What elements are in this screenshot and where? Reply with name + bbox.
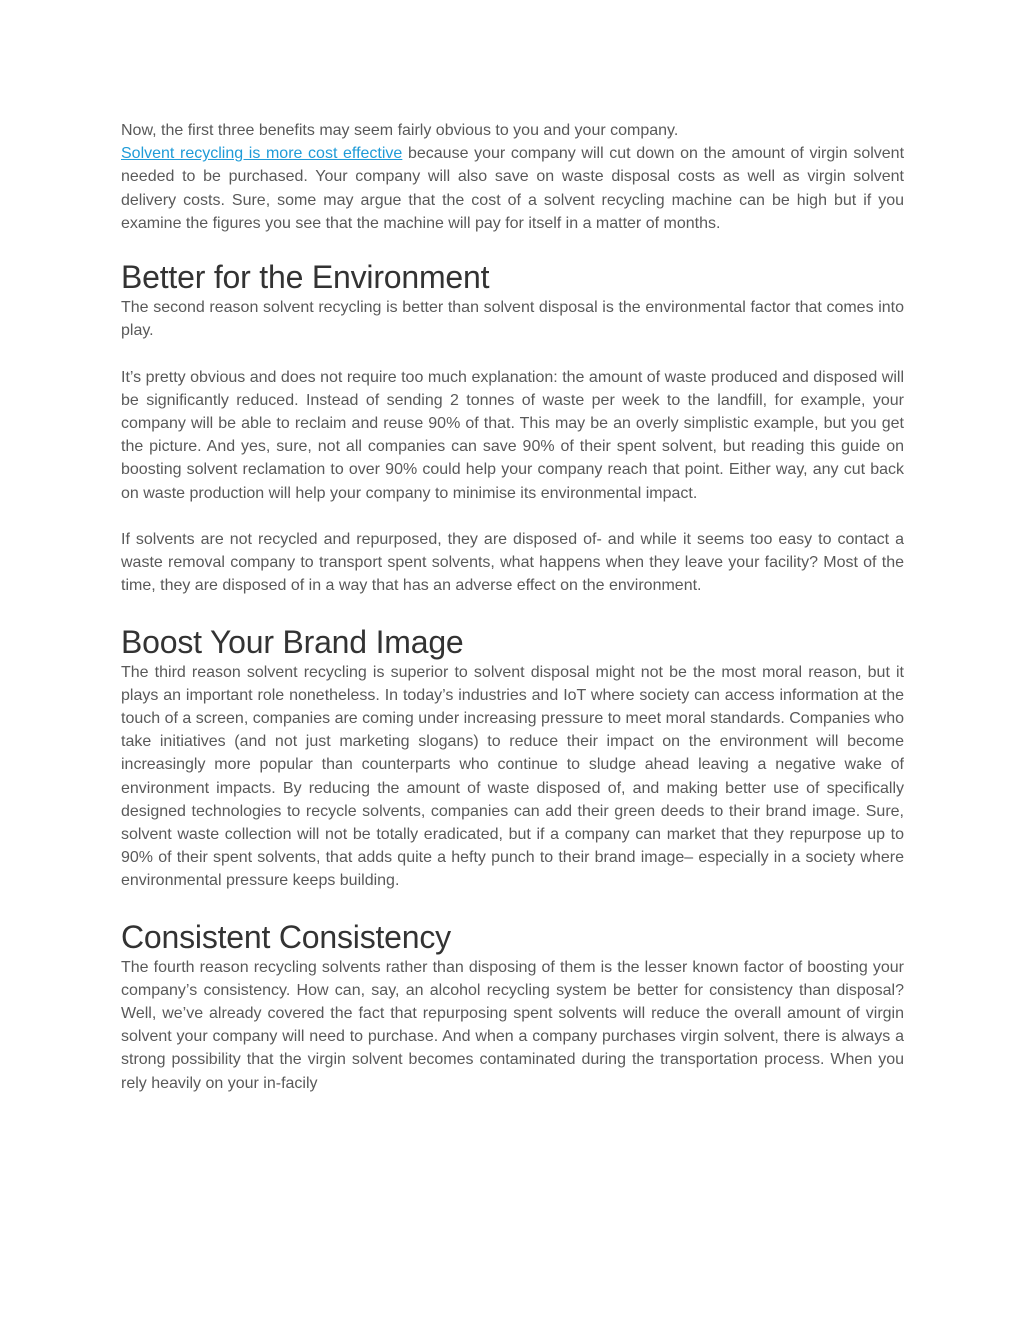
cost-effective-link[interactable]: Solvent recycling is more cost effective <box>121 145 403 163</box>
section-heading-brand-image: Boost Your Brand Image <box>121 623 464 660</box>
document-page <box>121 119 904 1095</box>
brand-image-paragraph: The third reason solvent recycling is superior to solvent disposal might not be the most moral reason, but it plays an important role nonetheless. In today’s industries and IoT where society can access information at the touch of a screen, companies are coming under increasing pressure to meet moral standards. Companies who take initiatives (and not just marketing slogans) to reduce their impact on the environment will become increasingly more popular than counterparts who continue to sludge ahead leaving a negative wake of environment impacts. By reducing the amount of waste disposed of, and making better use of specifically designed technologies to recycle solvents, companies can add their green deeds to their brand image. Sure, solvent waste collection will not be totally eradicated, but if a company can market that they repurpose up to 90% of their spent solvents, that adds quite a hefty punch to their brand image– especially in a society where environmental pressure keeps building. <box>121 663 904 890</box>
paragraph-spacer <box>121 505 904 528</box>
environment-paragraph-3: If solvents are not recycled and repurposed, they are disposed of- and while it seems too easy to contact a waste removal company to transport spent solvents, what happens when they leave your facility? Most of the time, they are disposed of in a way that has an adverse effect on the environment. <box>121 531 904 595</box>
paragraph-spacer <box>121 342 904 365</box>
intro-paragraph-text: because your company will cut down on the amount of virgin solvent needed to be purchased. Your company will also save on waste disposal costs as well as virgin solvent delivery costs. Sure, some may argue that the cost of a solvent recycling machine can be high but if you examine the figures you see that the machine will pay for itself in a matter of months. <box>121 145 905 232</box>
section-heading-consistency: Consistent Consistency <box>121 918 451 955</box>
intro-line: Now, the first three benefits may seem fairly obvious to you and your company. <box>121 122 679 139</box>
environment-paragraph-2: It’s pretty obvious and does not require too much explanation: the amount of waste produced and disposed will be significantly reduced. Instead of sending 2 tonnes of waste per week to the landfill, for example, your company will be able to reclaim and reuse 90% of that. This may be an overly simplistic example, but you get the picture. And yes, sure, not all companies can save 90% of their spent solvent, but reading this guide on boosting solvent reclamation to over 90% could help your company reach that point. Either way, any cut back on waste production will help your company to minimise its environmental impact. <box>121 368 904 502</box>
environment-paragraph-1: The second reason solvent recycling is better than solvent disposal is the environmental factor that comes into play. <box>121 299 904 340</box>
intro-paragraph <box>121 142 904 235</box>
section-heading-environment: Better for the Environment <box>121 259 490 296</box>
consistency-paragraph: The fourth reason recycling solvents rather than disposing of them is the lesser known factor of boosting your company’s consistency. How can, say, an alcohol recycling system be better for consistency than disposal? Well, we’ve already covered the fact that repurposing spent solvents will reduce the overall amount of virgin solvent your company will need to purchase. And when a company purchases virgin solvent, there is always a strong possibility that the virgin solvent becomes contaminated during the transportation process. When you rely heavily on your in-facily <box>121 958 904 1092</box>
